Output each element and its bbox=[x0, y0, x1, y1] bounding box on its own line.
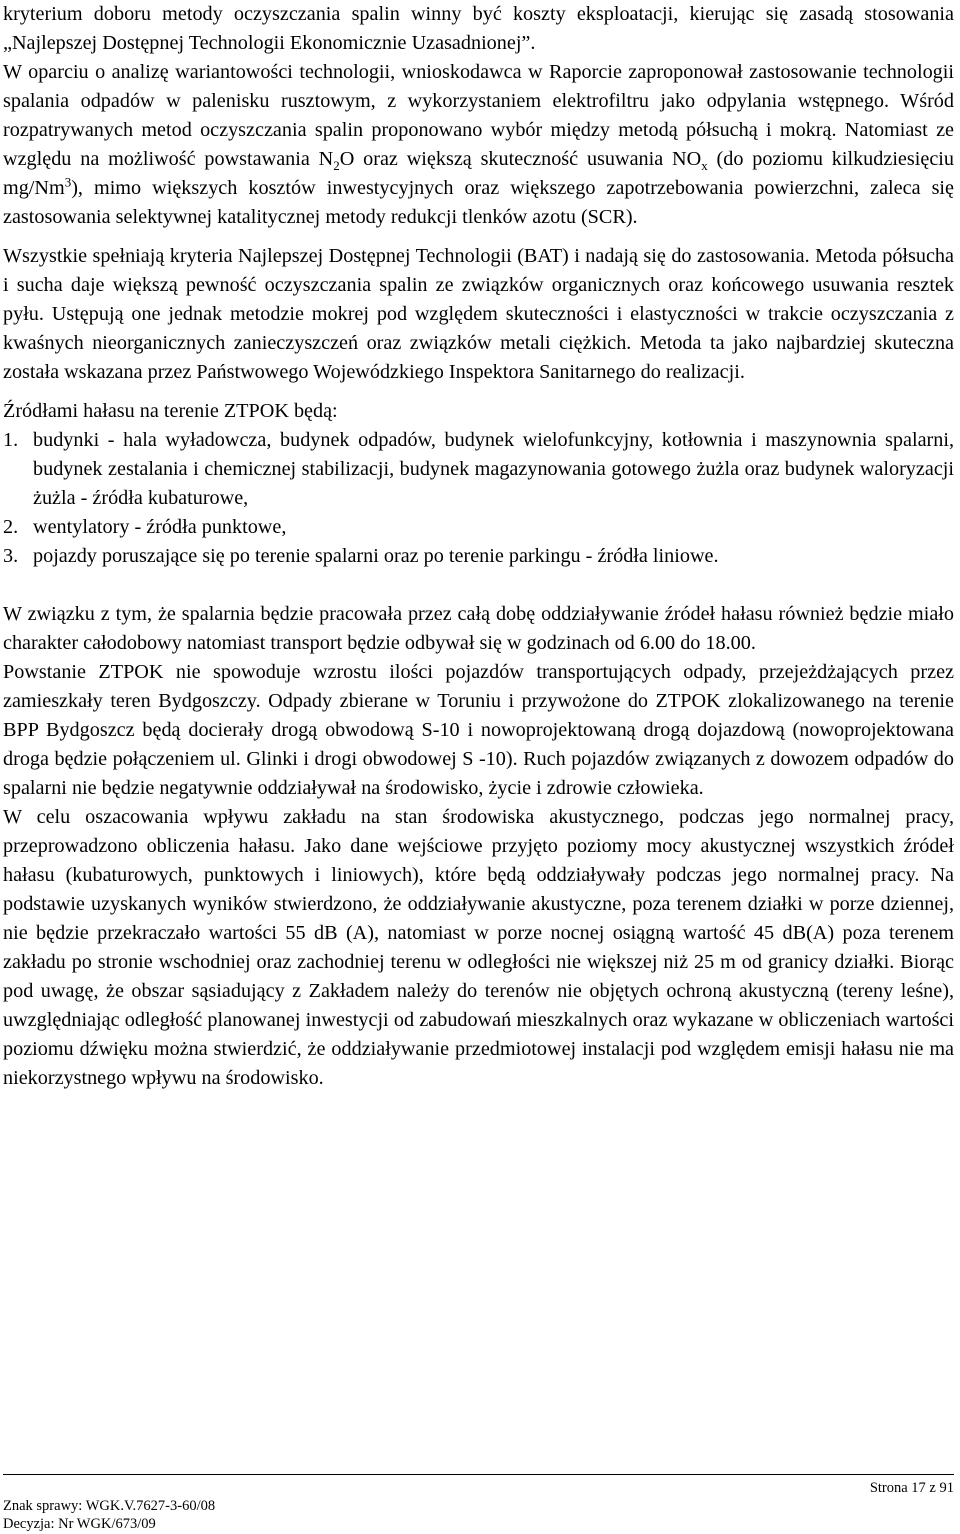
paragraph-intro: kryterium doboru metody oczyszczania spalin winny być koszty eksploatacji, kierując się zasadą stosowania „Najlepszej Dostępnej Technologii Ekonomicznie Uzasadnionej”. bbox=[3, 3, 954, 54]
list-item bbox=[3, 542, 954, 571]
text-run: (do poziomu kilkudziesięciu mg/Nm bbox=[3, 148, 954, 199]
noise-sources-list bbox=[3, 426, 954, 571]
decision-number: Decyzja: Nr WGK/673/09 bbox=[3, 1516, 156, 1532]
list-item bbox=[3, 513, 954, 542]
page-number: Strona 17 z 91 bbox=[869, 1480, 954, 1496]
text-run: W oparciu o analizę wariantowości technologii, wnioskodawca w Raporcie zaproponował zastosowanie technologii spalania odpadów w palenisku rusztowym, z wykorzystaniem elektrofiltru jako odpylania wstępnego. Wśród rozpatrywanych metod oczyszczania spalin proponowano wybór między metodą półsuchą i mokrą. Natomiast ze względu na możliwość powstawania N bbox=[3, 61, 954, 170]
list-item-text: pojazdy poruszające się po terenie spalarni oraz po terenie parkingu - źródła liniowe. bbox=[33, 545, 719, 567]
list-item-text: budynki - hala wyładowcza, budynek odpadów, budynek wielofunkcyjny, kotłownia i maszynownia spalarni, budynek zestalania i chemicznej stabilizacji, budynek magazynowania gotowego żużla oraz budynek waloryzacji żużla - źródła kubaturowe, bbox=[33, 429, 954, 509]
paragraph-operation-hours: W związku z tym, że spalarnia będzie pracowała przez całą dobę oddziaływanie źródeł hałasu również będzie miało charakter całodobowy natomiast transport będzie odbywał się w godzinach od 6.00 do 18.00. bbox=[3, 603, 954, 654]
paragraph-transport: Powstanie ZTPOK nie spowoduje wzrostu ilości pojazdów transportujących odpady, przejeżdżających przez zamieszkały teren Bydgoszczy. Odpady zbierane w Toruniu i przywożone do ZTPOK zlokalizowanego na terenie BPP Bydgoszcz będą docierały drogą obwodową S-10 i nowoprojektowaną drogą dojazdową (nowoprojektowana droga będzie połączeniem ul. Glinki i drogi obwodowej S -10). Ruch pojazdów związanych z dowozem odpadów do spalarni nie będzie negatywnie oddziaływał na środowisko, życie i zdrowie człowieka. bbox=[3, 661, 954, 799]
paragraph-acoustic-assessment: W celu oszacowania wpływu zakładu na stan środowiska akustycznego, podczas jego normalnej pracy, przeprowadzono obliczenia hałasu. Jako dane wejściowe przyjęto poziomy mocy akustycznej wszystkich źródeł hałasu (kubaturowych, punktowych i liniowych), które będą oddziaływały podczas jego normalnej pracy. Na podstawie uzyskanych wyników stwierdzono, że oddziaływanie akustyczne, poza terenem działki w porze dziennej, nie będzie przekraczało wartości 55 dB (A), natomiast w porze nocnej osiągną wartość 45 dB(A) poza terenem zakładu po stronie wschodniej oraz zachodniej terenu w odległości nie większej niż 25 m od granicy działki. Biorąc pod uwagę, że obszar sąsiadujący z Zakładem należy do terenów nie objętych ochroną akustyczną (tereny leśne), uwzględniając odległość planowanej inwestycji od zabudowań mieszkalnych oraz wykazane w obliczeniach wartości poziomu dźwięku można stwierdzić, że oddziaływanie przedmiotowej instalacji pod względem emisji hałasu nie ma niekorzystnego wpływu na środowisko. bbox=[3, 806, 954, 1089]
paragraph-noise-sources-heading: Źródłami hałasu na terenie ZTPOK będą: bbox=[3, 400, 338, 422]
text-run: ), mimo większych kosztów inwestycyjnych oraz większego zapotrzebowania powierzchni, zaleca się zastosowania selektywnej katalitycznej metody redukcji tlenków azotu (SCR). bbox=[3, 177, 954, 228]
paragraph-technology-analysis bbox=[3, 58, 954, 232]
paragraph-bat: Wszystkie spełniają kryteria Najlepszej Dostępnej Technologii (BAT) i nadają się do zastosowania. Metoda półsucha i sucha daje większą pewność oczyszczania spalin ze związków organicznych oraz końcowego usuwania resztek pyłu. Ustępują one jednak metodzie mokrej pod względem skuteczności i elastyczności w trakcie oczyszczania z kwaśnych nieorganicznych zanieczyszczeń oraz związków metali ciężkich. Metoda ta jako najbardziej skuteczna została wskazana przez Państwowego Wojewódzkiego Inspektora Sanitarnego do realizacji. bbox=[3, 245, 954, 383]
footer-reference bbox=[3, 1497, 215, 1533]
subscript: x bbox=[701, 158, 708, 174]
list-number: 3. bbox=[3, 545, 19, 567]
text-run: O oraz większą skuteczność usuwania NO bbox=[339, 148, 702, 170]
case-reference: Znak sprawy: WGK.V.7627-3-60/08 bbox=[3, 1498, 216, 1514]
footer-divider bbox=[3, 1474, 954, 1475]
list-item-text: wentylatory - źródła punktowe, bbox=[33, 516, 287, 538]
superscript: 3 bbox=[64, 174, 72, 190]
list-number: 1. bbox=[3, 429, 19, 451]
list-item bbox=[3, 426, 954, 513]
list-number: 2. bbox=[3, 516, 19, 538]
document-body bbox=[3, 0, 954, 1093]
subscript: 2 bbox=[333, 158, 340, 174]
